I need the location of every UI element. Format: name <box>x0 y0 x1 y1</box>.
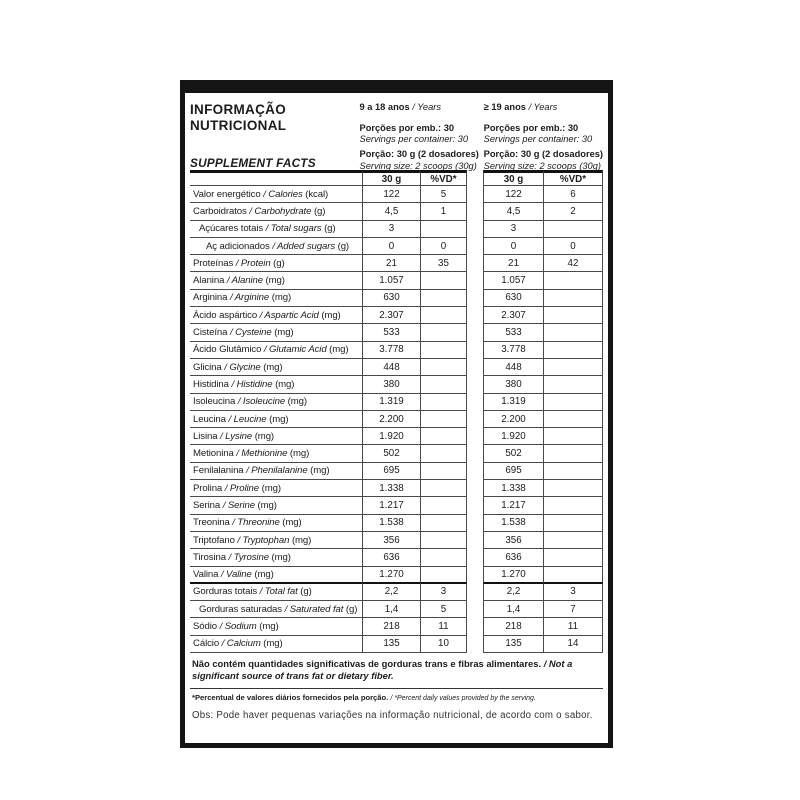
column-group-gap-18 <box>467 497 483 514</box>
amount-g1-7: 2.307 <box>362 307 420 324</box>
row-label-19: Treonina / Threonine (mg) <box>190 515 362 532</box>
column-group-gap-4 <box>467 255 483 272</box>
amount-g1-19: 1.538 <box>362 515 420 532</box>
amount-g1-24: 1,4 <box>362 601 420 618</box>
dv-column-header-g2: %VD* <box>543 170 603 186</box>
dv-g1-9 <box>420 342 467 359</box>
amount-g1-2: 3 <box>362 221 420 238</box>
amount-g1-22: 1.270 <box>362 567 420 584</box>
column-group-gap-13 <box>467 411 483 428</box>
amount-g2-9: 3.778 <box>483 342 543 359</box>
portion-en-1: Serving size: 2 scoops (30g) <box>359 160 477 171</box>
amount-g2-18: 1.217 <box>483 497 543 514</box>
column-group-gap-14 <box>467 428 483 445</box>
amount-g2-14: 1.920 <box>483 428 543 445</box>
age-range-2-pt: ≥ 19 anos <box>483 102 526 112</box>
row-label-2: Açúcares totais / Total sugars (g) <box>190 221 362 238</box>
servings-pt-2: Porções por emb.: 30 <box>483 123 579 134</box>
nutrition-table <box>190 170 603 653</box>
column-group-gap-header <box>467 170 483 186</box>
dv-g2-22 <box>543 567 603 584</box>
row-label-0: Valor energético / Calories (kcal) <box>190 186 362 203</box>
dv-g2-0: 6 <box>543 186 603 203</box>
dv-g1-18 <box>420 497 467 514</box>
servings-en-2: Servings per container: 30 <box>483 134 593 145</box>
dv-column-header-g1: %VD* <box>420 170 467 186</box>
label-header <box>190 93 603 170</box>
dv-g2-24: 7 <box>543 601 603 618</box>
column-group-gap-24 <box>467 601 483 618</box>
amount-g2-23: 2,2 <box>483 584 543 601</box>
column-group-gap-5 <box>467 272 483 289</box>
dv-g1-19 <box>420 515 467 532</box>
amount-g1-3: 0 <box>362 238 420 255</box>
amount-g2-22: 1.270 <box>483 567 543 584</box>
amount-g1-17: 1.338 <box>362 480 420 497</box>
row-label-11: Histidina / Histidine (mg) <box>190 376 362 393</box>
row-label-9: Ácido Glutâmico / Glutamic Acid (mg) <box>190 342 362 359</box>
column-group-gap-21 <box>467 549 483 566</box>
dv-g2-26: 14 <box>543 636 603 653</box>
dv-g2-25: 11 <box>543 618 603 635</box>
amount-g1-11: 380 <box>362 376 420 393</box>
row-label-8: Cisteína / Cysteine (mg) <box>190 324 362 341</box>
amount-g1-5: 1.057 <box>362 272 420 289</box>
column-group-gap-15 <box>467 445 483 462</box>
row-label-20: Triptofano / Tryptophan (mg) <box>190 532 362 549</box>
amount-g1-8: 533 <box>362 324 420 341</box>
amount-g2-21: 636 <box>483 549 543 566</box>
row-label-17: Prolina / Proline (mg) <box>190 480 362 497</box>
row-label-5: Alanina / Alanine (mg) <box>190 272 362 289</box>
dv-g2-1: 2 <box>543 203 603 220</box>
note2-pt: *Percentual de valores diários fornecidos pela porção. <box>192 693 389 703</box>
row-label-25: Sódio / Sodium (mg) <box>190 618 362 635</box>
amount-g1-23: 2,2 <box>362 584 420 601</box>
amount-g1-15: 502 <box>362 445 420 462</box>
amount-g1-1: 4,5 <box>362 203 420 220</box>
row-label-14: Lisina / Lysine (mg) <box>190 428 362 445</box>
note1-pt: Não contém quantidades significativas de gorduras trans e fibras alimentares. <box>192 658 542 670</box>
dv-g1-7 <box>420 307 467 324</box>
portion-pt-2: Porção: 30 g (2 dosadores) <box>483 149 603 160</box>
age-range-1-pt: 9 a 18 anos <box>359 102 410 112</box>
amount-g2-15: 502 <box>483 445 543 462</box>
dv-g1-16 <box>420 463 467 480</box>
serving-info-group-2 <box>484 102 603 170</box>
amount-g1-0: 122 <box>362 186 420 203</box>
column-group-gap-20 <box>467 532 483 549</box>
amount-column-header-g1: 30 g <box>362 170 420 186</box>
dv-g2-6 <box>543 290 603 307</box>
amount-g1-10: 448 <box>362 359 420 376</box>
dv-g1-3: 0 <box>420 238 467 255</box>
dv-g1-20 <box>420 532 467 549</box>
amount-g1-6: 630 <box>362 290 420 307</box>
dv-g1-2 <box>420 221 467 238</box>
row-label-6: Arginina / Arginine (mg) <box>190 290 362 307</box>
amount-g1-13: 2.200 <box>362 411 420 428</box>
amount-g2-24: 1,4 <box>483 601 543 618</box>
dv-g2-10 <box>543 359 603 376</box>
amount-g1-16: 695 <box>362 463 420 480</box>
amount-g2-6: 630 <box>483 290 543 307</box>
note2-en: / *Percent daily values provided by the serving. <box>390 695 536 703</box>
age-range-1-en: / Years <box>412 102 442 112</box>
column-group-gap-26 <box>467 636 483 653</box>
amount-g2-7: 2.307 <box>483 307 543 324</box>
portion-en-2: Serving size: 2 scoops (30g) <box>483 160 601 171</box>
portion-pt-1: Porção: 30 g (2 dosadores) <box>359 149 479 160</box>
dv-g1-6 <box>420 290 467 307</box>
row-label-15: Metionina / Methionine (mg) <box>190 445 362 462</box>
label-subtitle: SUPPLEMENT FACTS <box>190 155 316 170</box>
row-label-22: Valina / Valine (mg) <box>190 567 362 584</box>
dv-g1-21 <box>420 549 467 566</box>
row-label-12: Isoleucina / Isoleucine (mg) <box>190 394 362 411</box>
dv-g2-15 <box>543 445 603 462</box>
amount-g1-26: 135 <box>362 636 420 653</box>
dv-g2-21 <box>543 549 603 566</box>
daily-values-footnote <box>190 689 603 702</box>
column-group-gap-22 <box>467 567 483 584</box>
dv-g1-17 <box>420 480 467 497</box>
dv-g2-13 <box>543 411 603 428</box>
dv-g2-4: 42 <box>543 255 603 272</box>
column-group-gap-6 <box>467 290 483 307</box>
dv-g1-0: 5 <box>420 186 467 203</box>
column-group-gap-2 <box>467 221 483 238</box>
dv-g1-4: 35 <box>420 255 467 272</box>
column-group-gap-19 <box>467 515 483 532</box>
amount-g1-9: 3.778 <box>362 342 420 359</box>
serving-info-group-1 <box>360 102 484 170</box>
dv-g2-18 <box>543 497 603 514</box>
table-header-spacer <box>190 170 362 186</box>
amount-g1-14: 1.920 <box>362 428 420 445</box>
flavor-variation-note: Obs: Pode haver pequenas variações na informação nutricional, de acordo com o sabor. <box>192 710 593 722</box>
amount-g2-0: 122 <box>483 186 543 203</box>
label-title-block <box>190 102 360 170</box>
nutrition-label <box>180 80 613 748</box>
row-label-26: Cálcio / Calcium (mg) <box>190 636 362 653</box>
amount-g2-13: 2.200 <box>483 411 543 428</box>
servings-en-1: Servings per container: 30 <box>359 134 469 145</box>
column-group-gap-16 <box>467 463 483 480</box>
column-group-gap-3 <box>467 238 483 255</box>
amount-g1-20: 356 <box>362 532 420 549</box>
column-group-gap-23 <box>467 584 483 601</box>
dv-g2-3: 0 <box>543 238 603 255</box>
column-group-gap-0 <box>467 186 483 203</box>
dv-g1-23: 3 <box>420 584 467 601</box>
dv-g1-22 <box>420 567 467 584</box>
dv-g1-8 <box>420 324 467 341</box>
dv-g1-5 <box>420 272 467 289</box>
dv-g2-8 <box>543 324 603 341</box>
dv-g1-24: 5 <box>420 601 467 618</box>
amount-g2-25: 218 <box>483 618 543 635</box>
note1-en: / Not a significant source of trans fat or dietary fiber. <box>192 658 573 682</box>
row-label-23: Gorduras totais / Total fat (g) <box>190 584 362 601</box>
dv-g2-12 <box>543 394 603 411</box>
dv-g2-14 <box>543 428 603 445</box>
age-range-1 <box>360 102 484 113</box>
column-group-gap-8 <box>467 324 483 341</box>
amount-g2-1: 4,5 <box>483 203 543 220</box>
amount-g1-25: 218 <box>362 618 420 635</box>
row-label-13: Leucina / Leucine (mg) <box>190 411 362 428</box>
amount-g1-18: 1.217 <box>362 497 420 514</box>
row-label-10: Glicina / Glycine (mg) <box>190 359 362 376</box>
dv-g1-14 <box>420 428 467 445</box>
amount-g1-21: 636 <box>362 549 420 566</box>
row-label-16: Fenilalanina / Phenilalanine (mg) <box>190 463 362 480</box>
amount-g1-4: 21 <box>362 255 420 272</box>
amount-column-header-g2: 30 g <box>483 170 543 186</box>
dv-g1-15 <box>420 445 467 462</box>
row-label-3: Aç adicionados / Added sugars (g) <box>190 238 362 255</box>
dv-g2-5 <box>543 272 603 289</box>
age-range-2 <box>484 102 603 113</box>
dv-g1-11 <box>420 376 467 393</box>
amount-g2-17: 1.338 <box>483 480 543 497</box>
amount-g2-26: 135 <box>483 636 543 653</box>
column-group-gap-17 <box>467 480 483 497</box>
row-label-4: Proteínas / Protein (g) <box>190 255 362 272</box>
amount-g2-20: 356 <box>483 532 543 549</box>
dv-g1-26: 10 <box>420 636 467 653</box>
dv-g1-25: 11 <box>420 618 467 635</box>
dv-g1-10 <box>420 359 467 376</box>
column-group-gap-10 <box>467 359 483 376</box>
dv-g2-16 <box>543 463 603 480</box>
servings-pt-1: Porções por emb.: 30 <box>359 123 455 134</box>
dv-g2-7 <box>543 307 603 324</box>
amount-g2-5: 1.057 <box>483 272 543 289</box>
dv-g2-20 <box>543 532 603 549</box>
amount-g2-2: 3 <box>483 221 543 238</box>
column-group-gap-25 <box>467 618 483 635</box>
dv-g1-13 <box>420 411 467 428</box>
dv-g2-2 <box>543 221 603 238</box>
amount-g2-16: 695 <box>483 463 543 480</box>
label-title <box>190 102 360 134</box>
row-label-24: Gorduras saturadas / Saturated fat (g) <box>190 601 362 618</box>
dv-g2-23: 3 <box>543 584 603 601</box>
amount-g2-4: 21 <box>483 255 543 272</box>
column-group-gap-7 <box>467 307 483 324</box>
column-group-gap-1 <box>467 203 483 220</box>
label-title-line1: INFORMAÇÃO <box>190 102 286 117</box>
dv-g1-12 <box>420 394 467 411</box>
no-significant-source-note <box>190 653 603 686</box>
dv-g1-1: 1 <box>420 203 467 220</box>
column-group-gap-11 <box>467 376 483 393</box>
column-group-gap-12 <box>467 394 483 411</box>
row-label-7: Ácido aspártico / Aspartic Acid (mg) <box>190 307 362 324</box>
amount-g1-12: 1.319 <box>362 394 420 411</box>
row-label-1: Carboidratos / Carbohydrate (g) <box>190 203 362 220</box>
dv-g2-17 <box>543 480 603 497</box>
dv-g2-11 <box>543 376 603 393</box>
amount-g2-3: 0 <box>483 238 543 255</box>
amount-g2-8: 533 <box>483 324 543 341</box>
amount-g2-12: 1.319 <box>483 394 543 411</box>
row-label-18: Serina / Serine (mg) <box>190 497 362 514</box>
amount-g2-19: 1.538 <box>483 515 543 532</box>
dv-g2-19 <box>543 515 603 532</box>
label-title-line2: NUTRICIONAL <box>190 117 287 133</box>
row-label-21: Tirosina / Tyrosine (mg) <box>190 549 362 566</box>
dv-g2-9 <box>543 342 603 359</box>
amount-g2-10: 448 <box>483 359 543 376</box>
column-group-gap-9 <box>467 342 483 359</box>
amount-g2-11: 380 <box>483 376 543 393</box>
age-range-2-en: / Years <box>528 102 558 112</box>
